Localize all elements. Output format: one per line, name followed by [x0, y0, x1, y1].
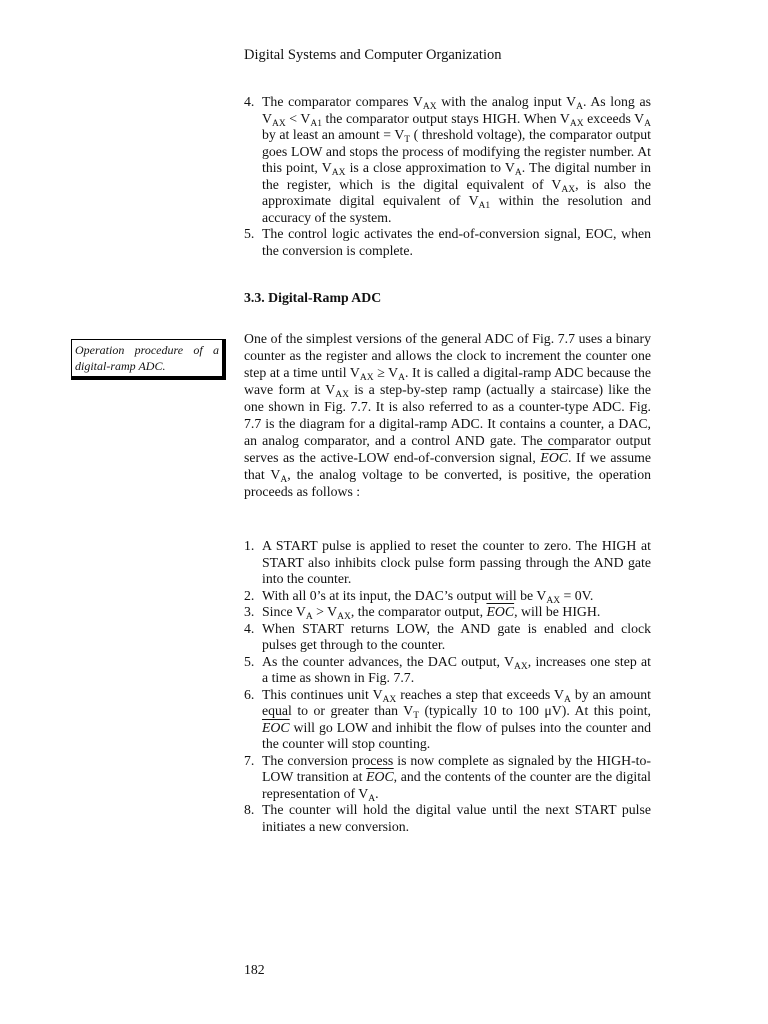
item-number: 4.	[244, 94, 255, 109]
eoc-signal: $\overline{EOC}$	[540, 450, 568, 465]
item-number: 2.	[244, 587, 255, 603]
item-text: With all 0’s at its input, the DAC’s output will be $V_{AX} = 0V$.	[262, 587, 594, 606]
list-item	[244, 753, 651, 803]
list-item	[244, 538, 651, 588]
eoc-signal: $\overline{EOC}$	[486, 604, 515, 619]
item-number: 1.	[244, 538, 255, 553]
list-item	[244, 621, 651, 654]
item-text: The counter will hold the digital value until the next START pulse initiates a new conversion.	[262, 802, 651, 834]
body-paragraph: One of the simplest versions of the general ADC of Fig. 7.7 uses a binary counter as the register and allows the clock to increment the counter one step at a time until $V_{AX} \ge V_A$. It is called a digital-ramp ADC because the wave form at $V_{AX}$ is a step-by-step ramp (actually a staircase) like the one shown in Fig. 7.7. It is also referred to as a counter-type ADC. Fig. 7.7 is the diagram for a digital-ramp ADC. It contains a counter, a DAC, an analog comparator, and a control AND gate. The comparator output serves as the active-LOW end-of-conversion signal, $\overline{EOC}$. If we assume that $V_A$, the analog voltage to be converted, is positive, the operation proceeds as follows :	[244, 331, 652, 499]
page-number: 182	[244, 962, 265, 977]
item-text: This continues unit $V_{AX}$ reaches a step that exceeds $V_A$ by an amount equal to or greater than $V_T$ (typically 10 to 100 μV). At this point, $\overline{EOC}$ will go LOW and inhibit the flow of pulses into the counter and the counter will stop counting.	[262, 686, 651, 751]
continued-steps-list	[244, 94, 651, 259]
eoc-signal: $\overline{EOC}$	[262, 719, 290, 735]
list-item	[244, 654, 651, 687]
item-number: 5.	[244, 653, 255, 669]
procedure-steps-list	[244, 538, 651, 835]
eoc-signal: $\overline{EOC}$	[366, 769, 394, 784]
item-number: 6.	[244, 686, 255, 702]
list-item	[244, 226, 651, 259]
item-text: As the counter advances, the DAC output, $V_{AX}$, increases one step at a time as shown in Fig. 7.7.	[262, 653, 651, 685]
list-item	[244, 94, 651, 226]
item-number: 7.	[244, 752, 255, 768]
list-item	[244, 687, 651, 753]
item-text: When START returns LOW, the AND gate is enabled and clock pulses get through to the counter.	[262, 620, 651, 652]
running-header: Digital Systems and Computer Organization	[244, 47, 502, 63]
item-text: The conversion process is now complete as signaled by the HIGH-to-LOW transition at $\overline{EOC}$, and the contents of the counter are the digital representation of $V_A$.	[262, 752, 651, 804]
item-number: 4.	[244, 620, 255, 636]
item-text: Since $V_A > V_{AX}$, the comparator output, $\overline{EOC}$, will be HIGH.	[262, 604, 601, 622]
item-number: 5.	[244, 226, 255, 241]
item-text: The comparator compares $V_{AX}$ with the analog input $V_A$. As long as $V_{AX} < V_{A1}$ the comparator output stays HIGH. When $V_{AX}$ exceeds $V_A$ by at least an amount = $V_T$ ( threshold voltage), the comparator output goes LOW and stops the process of modifying the register number. At this point, $V_{AX}$ is a close approximation to $V_A$. The digital number in the register, which is the digital equivalent of $V_{AX}$, is also the approximate digital equivalent of $V_{A1}$ within the resolution and accuracy of the system.	[262, 94, 652, 225]
item-number: 3.	[244, 604, 255, 619]
item-text: A START pulse is applied to reset the counter to zero. The HIGH at START also inhibits clock pulse form passing through the AND gate into the counter.	[262, 538, 651, 586]
margin-note: Operation procedure of a digital-ramp ADC.	[71, 339, 226, 380]
list-item	[244, 802, 651, 835]
list-item	[244, 604, 651, 621]
list-item	[244, 588, 651, 605]
section-heading: 3.3. Digital-Ramp ADC	[244, 290, 382, 305]
item-text: The control logic activates the end-of-conversion signal, EOC, when the conversion is complete.	[262, 226, 651, 258]
item-number: 8.	[244, 802, 255, 817]
